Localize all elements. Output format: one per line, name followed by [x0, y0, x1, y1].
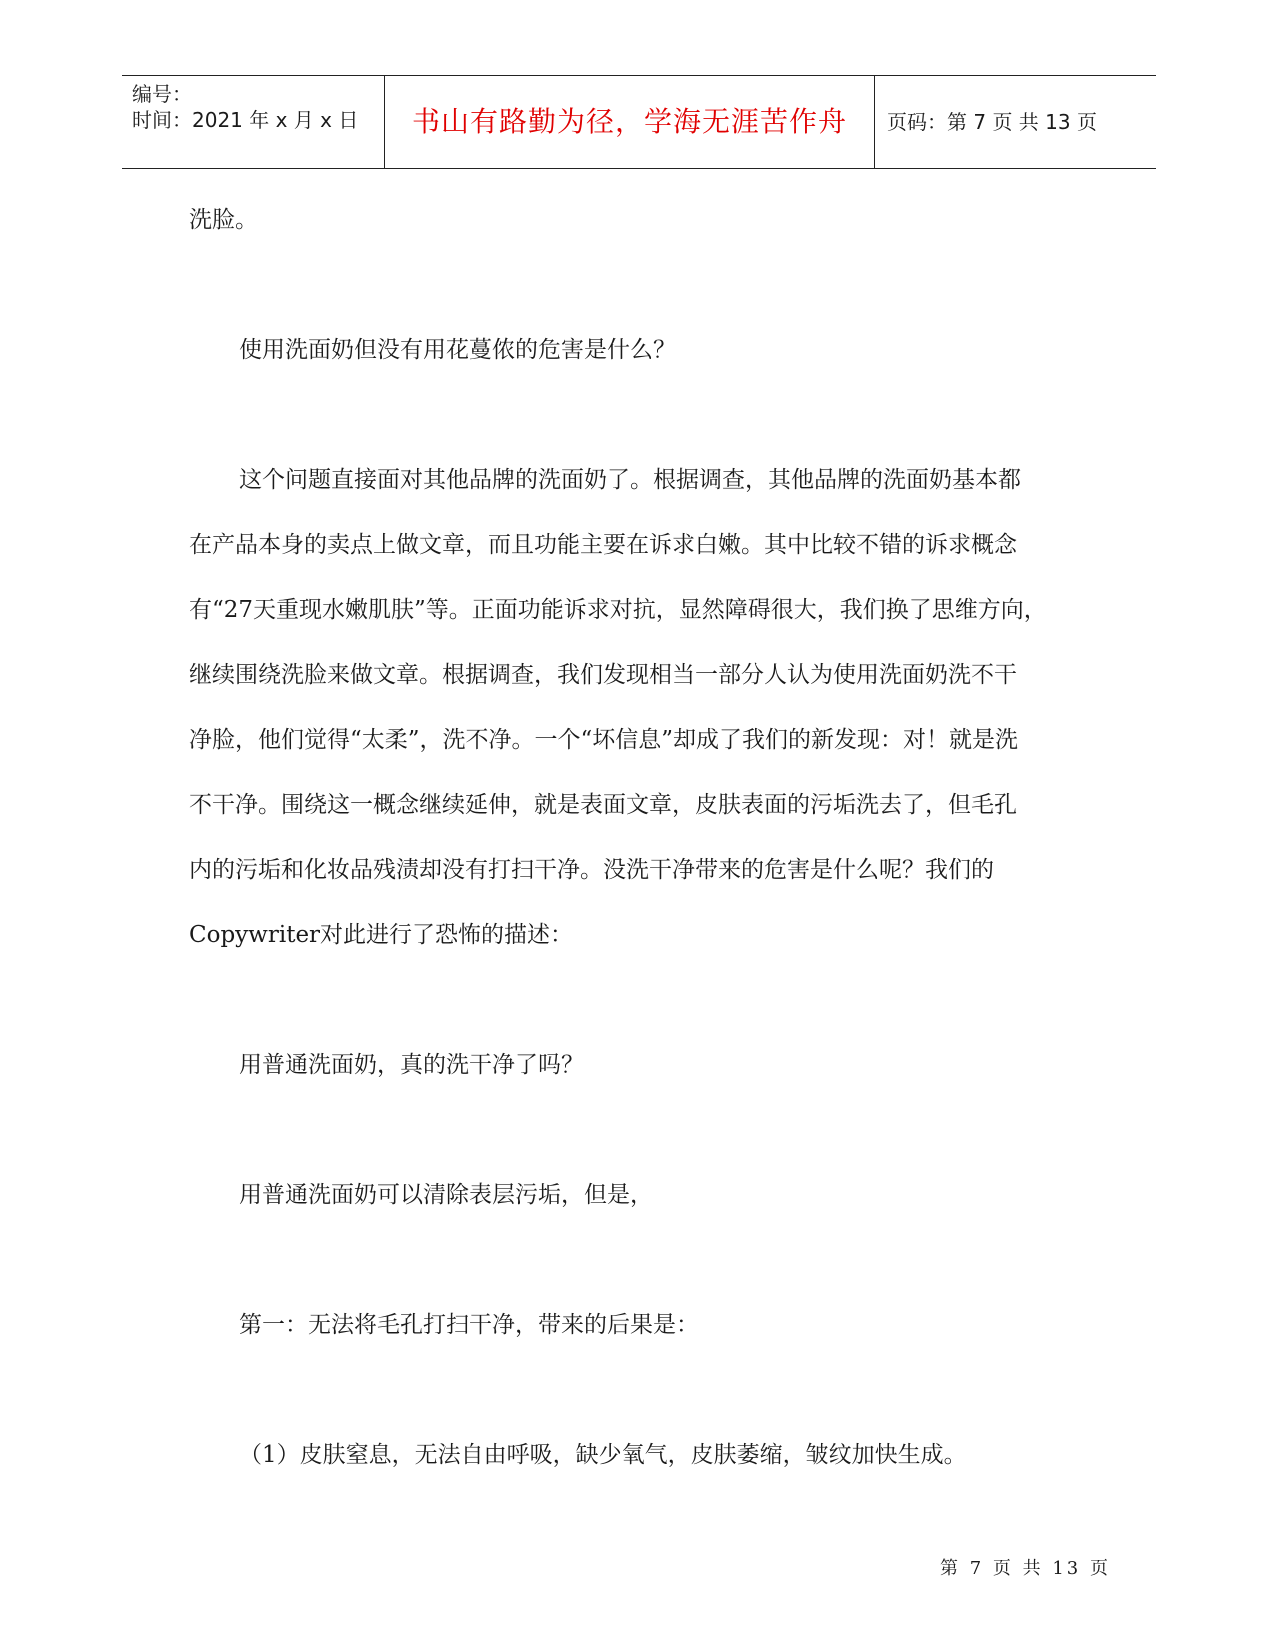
paragraph-line: 用普通洗面奶可以清除表层污垢，但是，	[239, 1182, 653, 1208]
document-body	[189, 188, 1089, 1488]
paragraph-line: 用普通洗面奶，真的洗干净了吗？	[239, 1052, 584, 1078]
paragraph-line: 不干净。围绕这一概念继续延伸，就是表面文章，皮肤表面的污垢洗去了，但毛孔	[189, 792, 1017, 818]
paragraph-line: 在产品本身的卖点上做文章，而且功能主要在诉求白嫩。其中比较不错的诉求概念	[189, 532, 1017, 558]
paragraph-line: 内的污垢和化妆品残渍却没有打扫干净。没洗干净带来的危害是什么呢？我们的	[189, 857, 994, 883]
paragraph-line: 洗脸。	[189, 207, 258, 233]
header-info-cell	[122, 76, 385, 168]
header-table	[122, 75, 1156, 169]
question-heading: 使用洗面奶但没有用花蔓侬的危害是什么？	[239, 337, 676, 363]
motto-text: 书山有路勤为径，学海无涯苦作舟	[411, 105, 847, 138]
list-item: （1）皮肤窒息，无法自由呼吸，缺少氧气，皮肤萎缩，皱纹加快生成。	[239, 1442, 967, 1468]
paragraph-line: 这个问题直接面对其他品牌的洗面奶了。根据调查，其他品牌的洗面奶基本都	[239, 467, 1021, 493]
paragraph-line: Copywriter对此进行了恐怖的描述：	[189, 922, 574, 948]
header-motto-cell	[385, 76, 875, 168]
paragraph-line: 净脸，他们觉得“太柔”，洗不净。一个“坏信息”却成了我们的新发现：对！就是洗	[189, 727, 1019, 753]
page-footer: 第 7 页 共 13 页	[940, 1558, 1111, 1579]
paragraph-line: 继续围绕洗脸来做文章。根据调查，我们发现相当一部分人认为使用洗面奶洗不干	[189, 662, 1017, 688]
paragraph-line: 第一：无法将毛孔打扫干净，带来的后果是：	[239, 1312, 699, 1338]
serial-number-label: 编号：	[132, 82, 192, 106]
time-label: 时间：2021 年 x 月 x 日	[132, 108, 359, 132]
header-page-cell	[875, 76, 1156, 168]
page-code-label: 页码：第 7 页 共 13 页	[887, 110, 1097, 134]
paragraph-line: 有“27天重现水嫩肌肤”等。正面功能诉求对抗，显然障碍很大，我们换了思维方向，	[189, 597, 1047, 623]
